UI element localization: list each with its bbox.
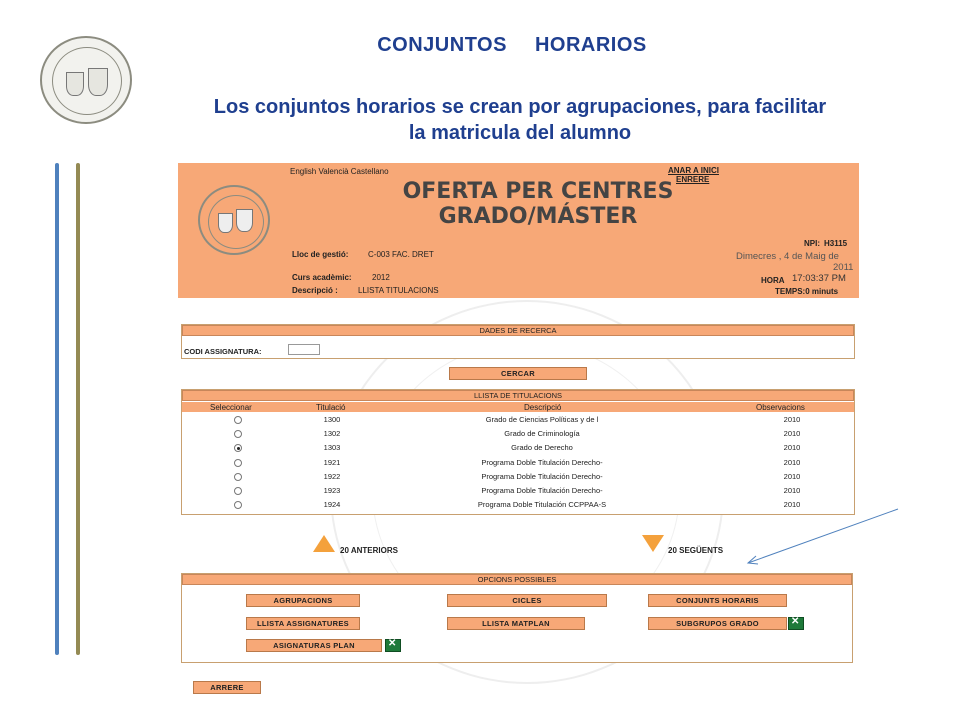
select-radio[interactable] bbox=[234, 459, 242, 467]
decorative-bar-olive bbox=[76, 163, 80, 655]
slide-title bbox=[0, 34, 960, 57]
titulacio-code: 1922 bbox=[323, 472, 341, 481]
curs-value: 2012 bbox=[372, 273, 390, 282]
table-row[interactable] bbox=[182, 413, 854, 427]
app-header bbox=[178, 163, 859, 298]
titulacio-desc: Programa Doble Titulación Derecho- bbox=[481, 472, 603, 481]
select-radio-checked[interactable] bbox=[234, 444, 242, 452]
desc-value: LLISTA TITULACIONS bbox=[358, 286, 439, 295]
cicles-button[interactable]: CICLES bbox=[447, 594, 607, 607]
select-radio[interactable] bbox=[234, 416, 242, 424]
table-row[interactable] bbox=[182, 441, 854, 455]
home-link[interactable]: ANAR A INICI bbox=[668, 166, 719, 175]
npi-value: H3115 bbox=[824, 239, 848, 248]
excel-icon[interactable] bbox=[385, 639, 401, 652]
search-panel bbox=[181, 324, 855, 359]
back-link[interactable]: ENRERE bbox=[676, 175, 710, 184]
triangle-down-icon[interactable] bbox=[642, 535, 664, 552]
agrupacions-button[interactable]: AGRUPACIONS bbox=[246, 594, 360, 607]
col-seleccionar: Seleccionar bbox=[210, 403, 252, 412]
titulacio-obs: 2010 bbox=[783, 415, 801, 424]
npi-label: NPI: bbox=[804, 239, 820, 248]
table-row[interactable] bbox=[182, 484, 854, 498]
titulacio-obs: 2010 bbox=[783, 458, 801, 467]
col-titulacio: Titulació bbox=[316, 403, 346, 412]
slide-title-word-1: CONJUNTOS bbox=[377, 34, 507, 56]
app-title-line-2: GRADO/MÁSTER bbox=[438, 204, 638, 229]
triangle-up-icon-outline bbox=[311, 533, 335, 553]
llista-assignatures-button[interactable]: LLISTA ASSIGNATURES bbox=[246, 617, 360, 630]
titulacio-code: 1303 bbox=[323, 443, 341, 452]
lloc-value: C-003 FAC. DRET bbox=[368, 250, 434, 259]
col-observacions: Observacions bbox=[756, 403, 805, 412]
hora-label: HORA bbox=[761, 276, 785, 285]
curs-label: Curs acadèmic: bbox=[292, 273, 352, 282]
asignaturas-plan-button[interactable]: ASIGNATURAS PLAN bbox=[246, 639, 382, 652]
col-descripcio: Descripció bbox=[524, 403, 562, 412]
slide-subtitle-line-2: la matricula del alumno bbox=[408, 122, 632, 144]
titulacio-obs: 2010 bbox=[783, 472, 801, 481]
titulacio-code: 1924 bbox=[323, 500, 341, 509]
titulacio-obs: 2010 bbox=[783, 486, 801, 495]
titulacio-desc: Grado de Ciencias Políticas y de l bbox=[485, 415, 599, 424]
titulacio-obs: 2010 bbox=[783, 429, 801, 438]
date-line-2: 2011 bbox=[833, 262, 854, 273]
conjunts-horaris-button[interactable]: CONJUNTS HORARIS bbox=[648, 594, 787, 607]
callout-arrow-icon bbox=[740, 505, 902, 569]
app-title-line-1: OFERTA PER CENTRES bbox=[402, 179, 674, 204]
codi-assignatura-input[interactable] bbox=[288, 344, 320, 355]
app-title bbox=[328, 179, 748, 229]
language-selector[interactable]: English Valencià Castellano bbox=[290, 167, 389, 176]
temps-value: TEMPS:0 minuts bbox=[775, 287, 839, 296]
titulacio-desc: Grado de Criminología bbox=[504, 429, 580, 438]
cercar-button[interactable]: CERCAR bbox=[449, 367, 587, 380]
titulacio-code: 1302 bbox=[323, 429, 341, 438]
header-seal-logo bbox=[198, 185, 270, 255]
titulacio-obs: 2010 bbox=[783, 443, 801, 452]
date-line-1: Dimecres , 4 de Maig de bbox=[736, 251, 839, 262]
titulacio-obs: 2010 bbox=[783, 500, 801, 509]
titulacio-code: 1923 bbox=[323, 486, 341, 495]
table-row[interactable] bbox=[182, 427, 854, 441]
titulacio-desc: Programa Doble Titulación Derecho- bbox=[481, 458, 603, 467]
hora-value: 17:03:37 PM bbox=[792, 273, 846, 284]
options-section-header: OPCIONS POSSIBLES bbox=[182, 574, 852, 585]
arrere-button[interactable]: ARRERE bbox=[193, 681, 261, 694]
search-section-header: DADES DE RECERCA bbox=[182, 325, 854, 336]
slide-subtitle bbox=[120, 94, 920, 146]
slide-title-word-2: HORARIOS bbox=[534, 34, 647, 56]
select-radio[interactable] bbox=[234, 487, 242, 495]
titulacio-code: 1921 bbox=[323, 458, 341, 467]
lloc-label: Lloc de gestió: bbox=[292, 250, 349, 259]
desc-label: Descripció : bbox=[292, 286, 338, 295]
table-row[interactable] bbox=[182, 456, 854, 470]
select-radio[interactable] bbox=[234, 430, 242, 438]
codi-assignatura-label: CODI ASSIGNATURA: bbox=[184, 347, 262, 356]
select-radio[interactable] bbox=[234, 473, 242, 481]
titulacions-column-bar bbox=[182, 402, 854, 412]
titulacio-desc: Programa Doble Titulación CCPPAA-S bbox=[477, 500, 607, 509]
titulacions-section-header: LLISTA DE TITULACIONS bbox=[182, 390, 854, 401]
titulacio-desc: Grado de Derecho bbox=[511, 443, 573, 452]
next-20-button[interactable]: 20 SEGÜENTS bbox=[668, 546, 724, 555]
llista-matplan-button[interactable]: LLISTA MATPLAN bbox=[447, 617, 585, 630]
table-row[interactable] bbox=[182, 470, 854, 484]
select-radio[interactable] bbox=[234, 501, 242, 509]
titulacio-code: 1300 bbox=[323, 415, 341, 424]
excel-icon[interactable] bbox=[788, 617, 804, 630]
subgrupos-grado-button[interactable]: SUBGRUPOS GRADO bbox=[648, 617, 787, 630]
decorative-bar-blue bbox=[55, 163, 59, 655]
prev-20-button[interactable]: 20 ANTERIORS bbox=[340, 546, 398, 555]
slide-subtitle-line-1: Los conjuntos horarios se crean por agrupaciones, para facilitar bbox=[213, 96, 827, 118]
titulacio-desc: Programa Doble Titulación Derecho- bbox=[481, 486, 603, 495]
